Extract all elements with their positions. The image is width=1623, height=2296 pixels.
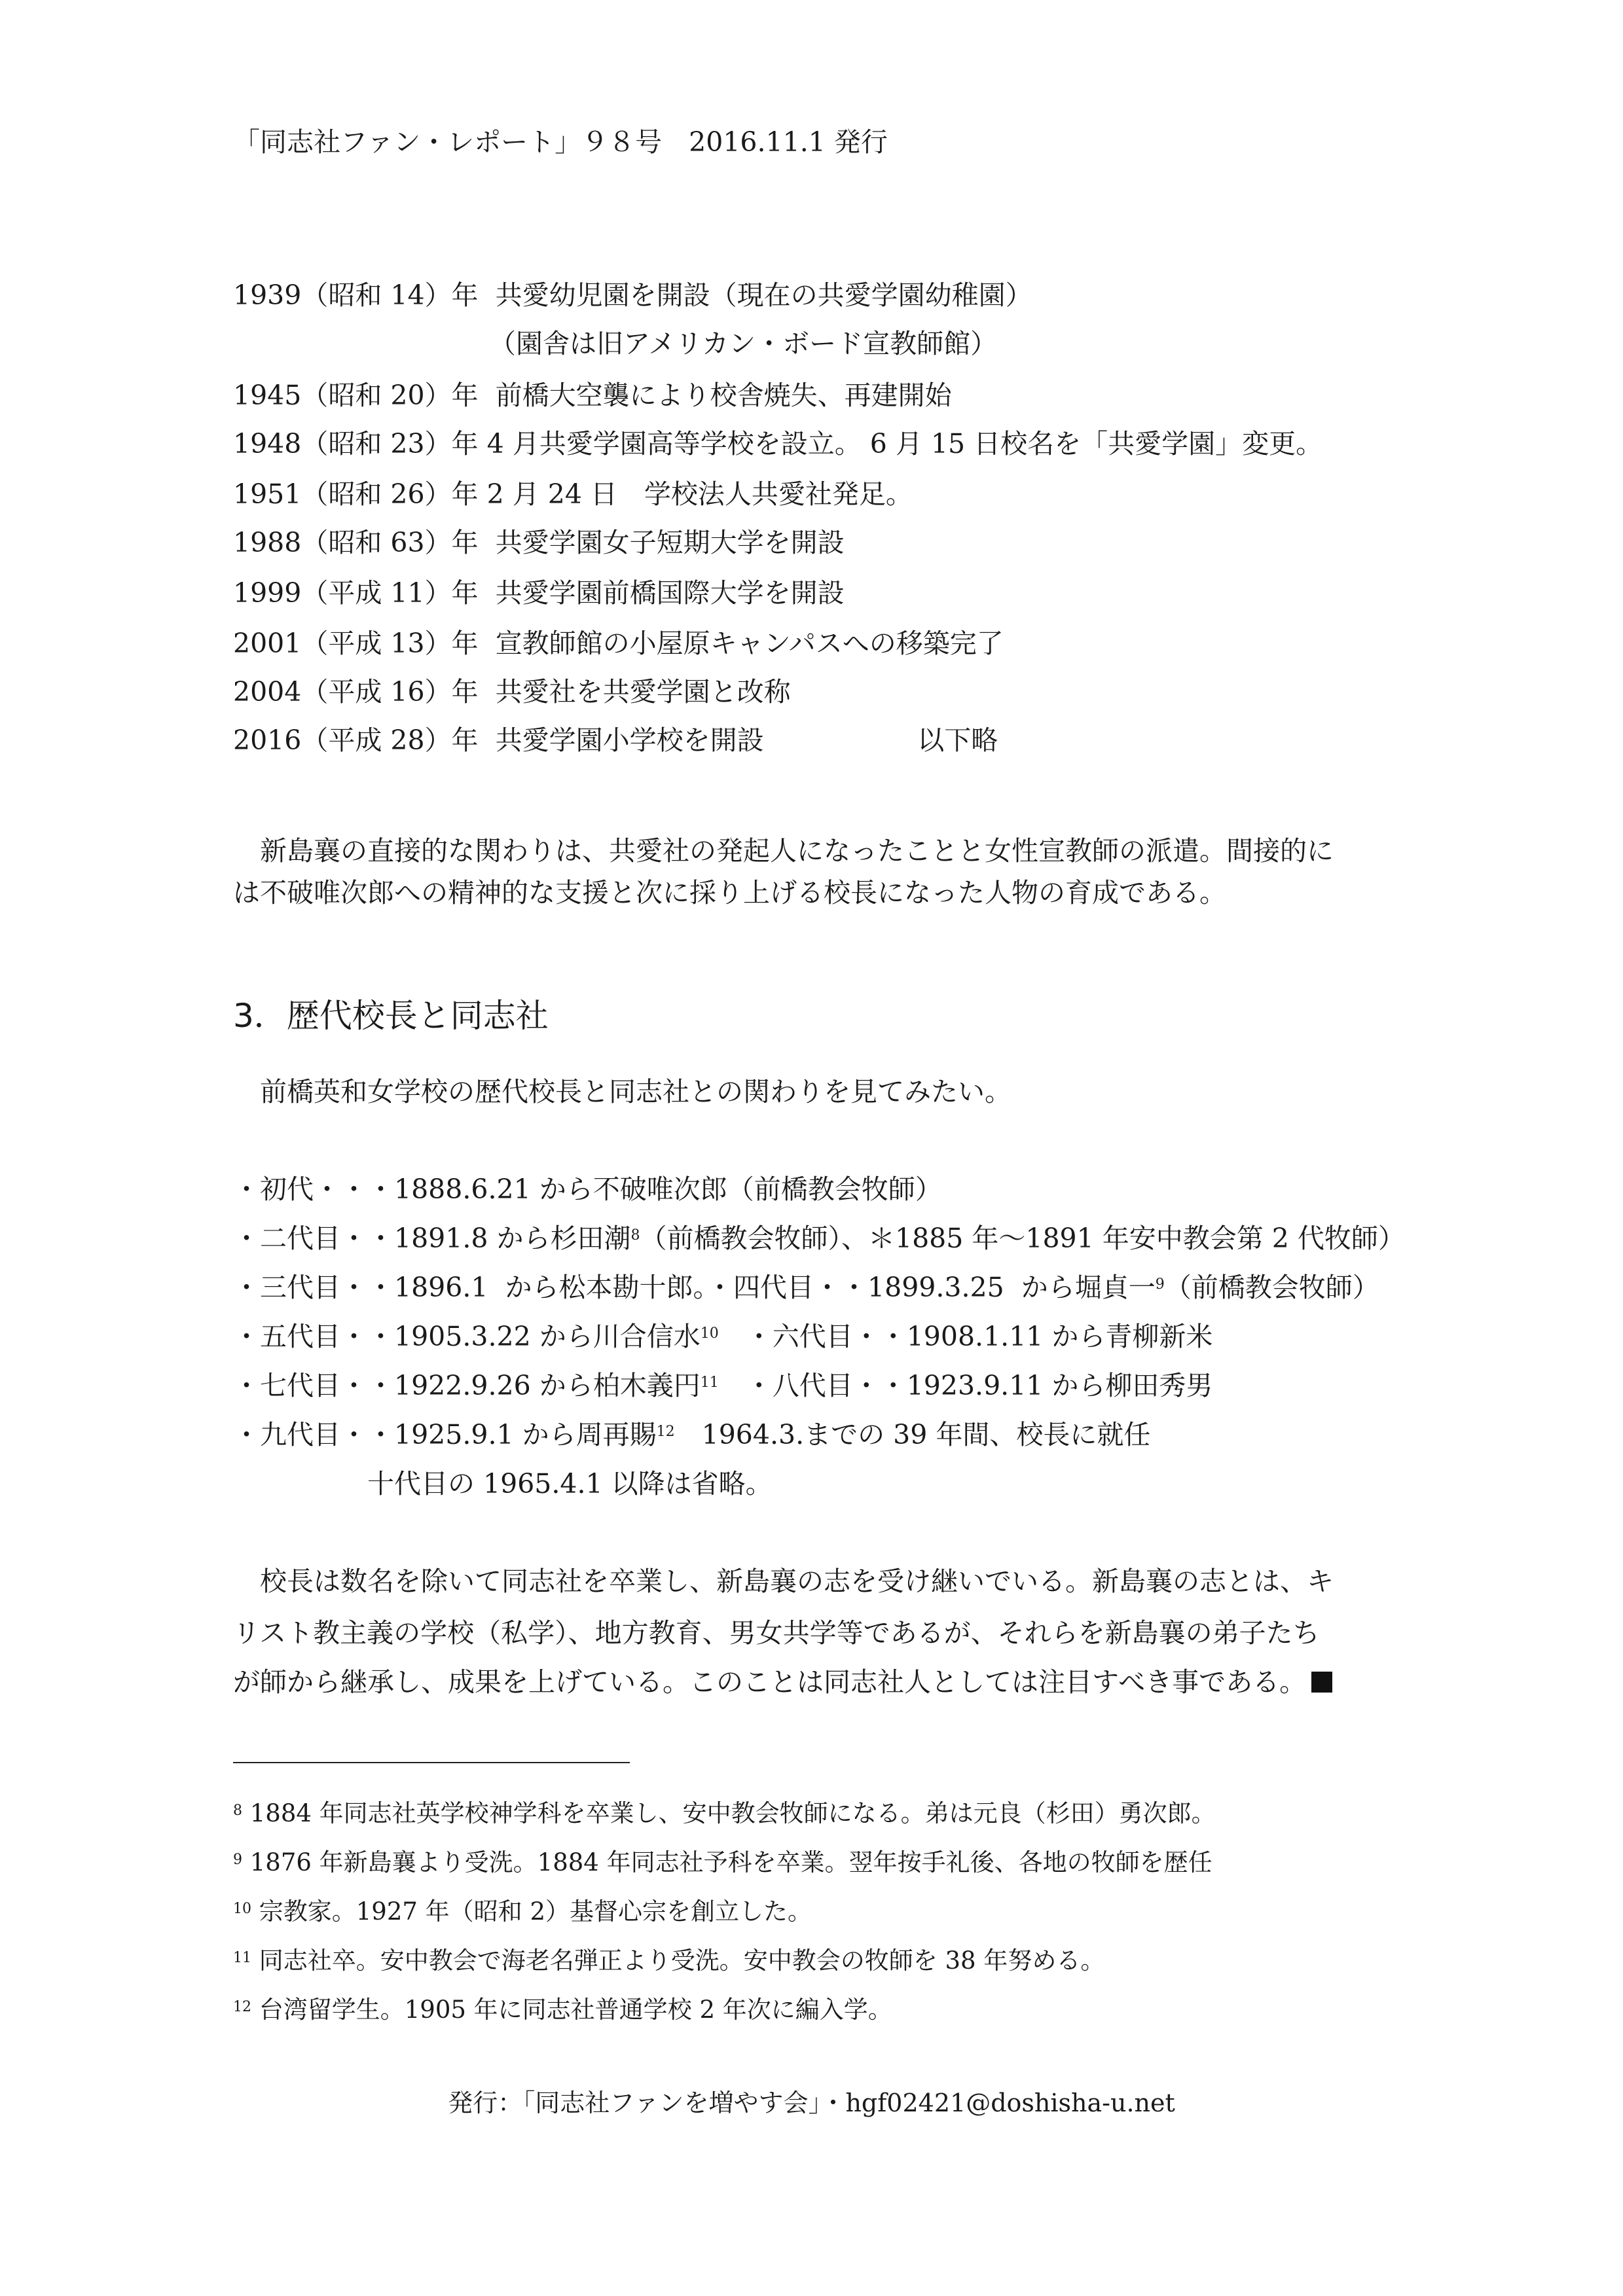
principal-item: 十代目の 1965.4.1 以降は省略。 (233, 1468, 773, 1499)
timeline-entry: 2001（平成 13）年 宣教師館の小屋原キャンパスへの移築完了 (233, 628, 1004, 659)
footnote: $^{12}$ 台湾留学生。1905 年に同志社普通学校 2 年次に編入学。 (233, 1996, 892, 2024)
publisher-footer: 発行：「同志社ファンを増やす会」・hgf02421@doshisha-u.net (448, 2089, 1175, 2117)
paragraph-line: は不破唯次郎への精神的な支援と次に採り上げる校長になった人物の育成である。 (233, 877, 1226, 908)
footnote: $^{11}$ 同志社卒。安中教会で海老名弾正より受洗。安中教会の牧師を 38 年努める。 (233, 1946, 1105, 1975)
principal-item: ・三代目・・1896.1 から松本勘十郎。・四代目・・1899.3.25 から堀貞一$^9$（前橋教会牧師） (233, 1272, 1379, 1303)
timeline-entry: 2004（平成 16）年 共愛社を共愛学園と改称 (233, 676, 791, 708)
footnote-ref[interactable]: 10 (700, 1325, 719, 1342)
footnote-ref[interactable]: 8 (630, 1227, 640, 1244)
timeline-entry: 1939（昭和 14）年 共愛幼児園を開設（現在の共愛学園幼稚園） (233, 279, 1032, 311)
paragraph-line: が師から継承し、成果を上げている。このことは同志社人としては注目すべき事である。 (233, 1666, 1332, 1698)
timeline-entry: 1948（昭和 23）年 4 月共愛学園高等学校を設立。 6 月 15 日校名を「共愛学園」変更。 (233, 428, 1323, 459)
principal-item: ・七代目・・1922.9.26 から柏木義円$^{11}$ ・八代目・・1923.9.11 から柳田秀男 (233, 1370, 1213, 1401)
timeline-entry: （園舎は旧アメリカン・ボード宣教師館） (233, 328, 998, 359)
paragraph-line: 新島襄の直接的な関わりは、共愛社の発起人になったことと女性宣教師の派遣。間接的に (233, 835, 1334, 867)
paragraph-line: リスト教主義の学校（私学）、地方教育、男女共学等であるが、それらを新島襄の弟子たち (233, 1617, 1320, 1649)
section-heading: 3．歴代校長と同志社 (233, 997, 549, 1035)
principal-item: ・九代目・・1925.9.1 から周再賜$^{12}$ 1964.3.までの 39 年間、校長に就任 (233, 1419, 1151, 1450)
paragraph-line: 校長は数名を除いて同志社を卒業し、新島襄の志を受け継いでいる。新島襄の志とは、キ (233, 1566, 1334, 1597)
timeline-entry: 1999（平成 11）年 共愛学園前橋国際大学を開設 (233, 577, 845, 609)
footnote-ref[interactable]: 12 (656, 1424, 675, 1440)
section-intro: 前橋英和女学校の歴代校長と同志社との関わりを見てみたい。 (233, 1076, 1012, 1107)
footnote: $^{10}$ 宗教家。1927 年（昭和 2）基督心宗を創立した。 (233, 1897, 812, 1926)
timeline-entry: 2016（平成 28）年 共愛学園小学校を開設 以下略 (233, 725, 998, 756)
principal-item: ・五代目・・1905.3.22 から川合信水$^{10}$ ・六代目・・1908.1.11 から青柳新米 (233, 1321, 1213, 1352)
principal-item: ・二代目・・1891.8 から杉田潮$^8$（前橋教会牧師）、＊1885 年～1891 年安中教会第 2 代牧師） (233, 1223, 1405, 1254)
newsletter-header: 「同志社ファン・レポート」９８号 2016.11.1 発行 (233, 126, 888, 158)
footnote: $^8$ 1884 年同志社英学校神学科を卒業し、安中教会牧師になる。弟は元良（杉田）勇次郎。 (233, 1799, 1216, 1827)
footnote-ref[interactable]: 9 (1155, 1276, 1165, 1293)
end-mark-square-icon (1311, 1672, 1332, 1693)
footnote: $^9$ 1876 年新島襄より受洗。1884 年同志社予科を卒業。翌年按手礼後、各地の牧師を歴任 (233, 1848, 1213, 1876)
footnote-divider (233, 1762, 630, 1763)
timeline-entry: 1945（昭和 20）年 前橋大空襲により校舎焼失、再建開始 (233, 380, 952, 411)
footnote-ref[interactable]: 11 (700, 1374, 719, 1391)
timeline-entry: 1951（昭和 26）年 2 月 24 日 学校法人共愛社発足。 (233, 478, 913, 510)
principal-item: ・初代・・・1888.6.21 から不破唯次郎（前橋教会牧師） (233, 1174, 942, 1205)
timeline-entry: 1988（昭和 63）年 共愛学園女子短期大学を開設 (233, 527, 845, 558)
